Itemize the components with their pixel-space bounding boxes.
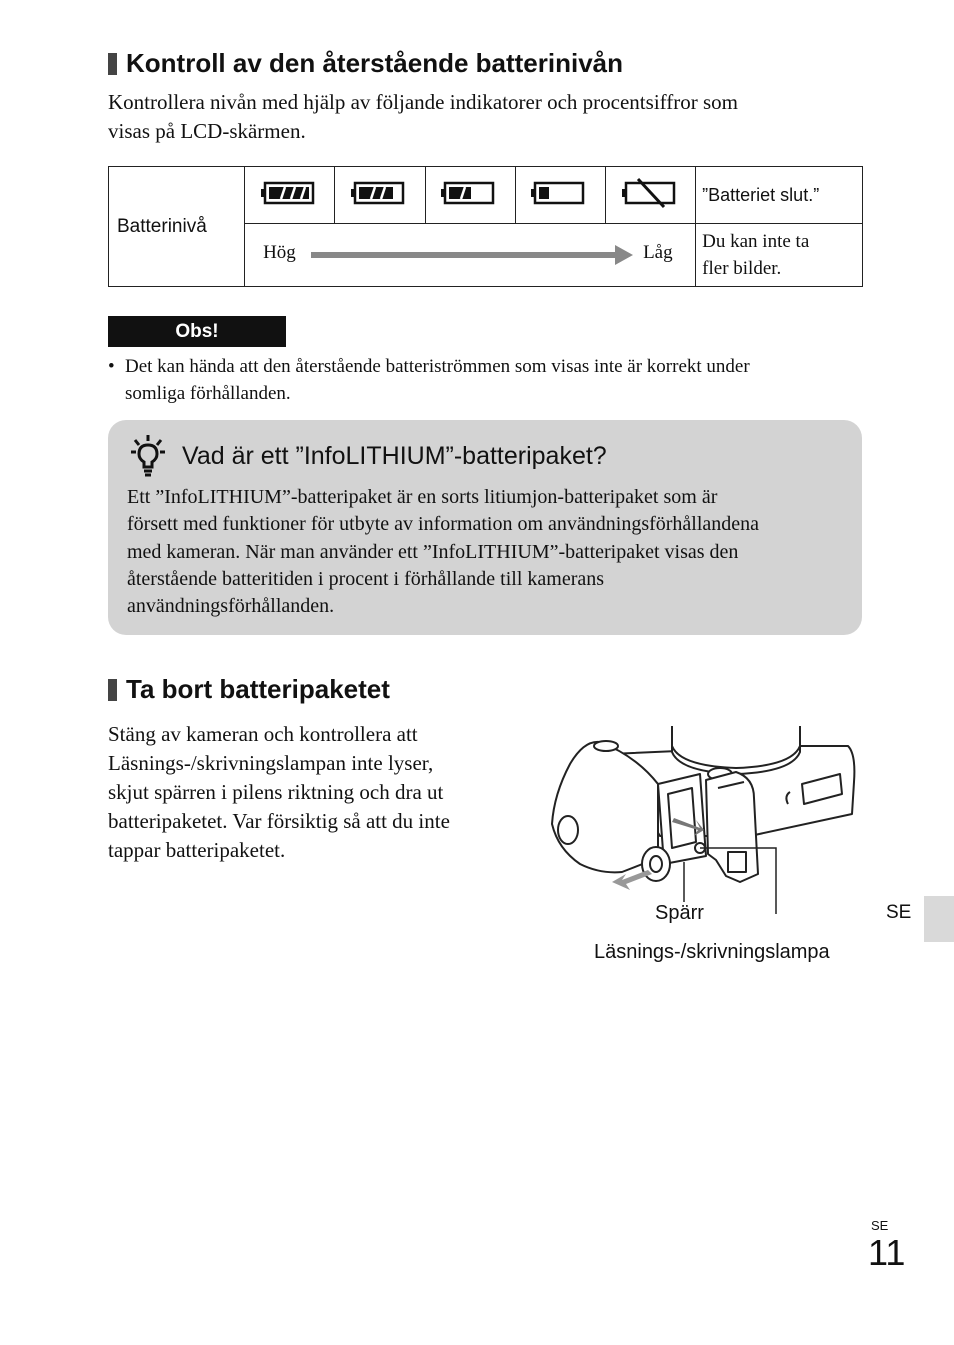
tip-title: Vad är ett ”InfoLITHIUM”-batteripaket? [182,442,607,470]
note-line: fler bilder. [702,258,782,279]
note-line: Det kan hända att den återstående batteriströmmen som visas inte är korrekt under [125,356,750,377]
battery-empty-note [696,224,863,287]
battery-mid-icon [441,179,499,207]
section-heading-text: Ta bort batteripaketet [126,674,390,704]
note-bullet: • [108,356,115,377]
side-tab [924,896,954,942]
section-heading-text: Kontroll av den återstående batterinivån [126,48,624,78]
camera-battery-illustration [540,724,870,914]
instruction-line: tappar batteripaketet. [108,838,286,862]
lock-label: Spärr [655,902,704,924]
tip-line: användningsförhållanden. [127,595,335,618]
battery-empty-icon [622,177,680,209]
tip-line: återstående batteritiden i procent i förhållande till kamerans [127,567,605,590]
heading-marker [108,679,117,701]
tip-line: försett med funktioner för utbyte av information om användningsförhållandena [127,513,760,536]
low-label: Låg [643,242,673,263]
tip-line: med kameran. När man använder ett ”InfoLITHIUM”-batteripaket visas den [127,540,739,563]
section-heading-remove-battery [108,674,390,705]
lamp-label: Läsnings-/skrivningslampa [594,941,830,963]
footer-lang: SE [871,1218,889,1233]
high-label: Hög [263,242,296,263]
battery-level-row-label: Batterinivå [109,167,245,287]
battery-cell [425,167,515,224]
level-arrow-icon [311,244,637,266]
battery-cell [335,167,425,224]
intro-line: Kontrollera nivån med hjälp av följande indikatorer och procentsiffror som [108,90,738,114]
intro-line: visas på LCD-skärmen. [108,119,306,143]
intro-paragraph [108,88,888,146]
note-line: somliga förhållanden. [125,383,291,404]
battery-cell [245,167,335,224]
battery-full-icon [261,179,319,207]
tip-line: Ett ”InfoLITHIUM”-batteripaket är en sorts litiumjon-batteripaket som är [127,486,718,508]
level-scale-cell [245,224,696,287]
remove-battery-instructions [108,720,528,865]
page-number: 11 [868,1232,906,1273]
tip-body [127,484,847,620]
section-heading-battery-level [108,48,623,79]
battery-high-icon [351,179,409,207]
note-line: Du kan inte ta [702,231,810,252]
lightbulb-icon [130,434,166,478]
instruction-line: Läsnings-/skrivningslampan inte lyser, [108,751,434,775]
battery-empty-label: ”Batteriet slut.” [696,167,863,224]
side-language-label: SE [886,902,912,923]
tip-box [108,420,862,635]
battery-cell [605,167,695,224]
battery-low-icon [531,179,589,207]
instruction-line: skjut spärren i pilens riktning och dra ut [108,780,444,804]
instruction-line: Stäng av kameran och kontrollera att [108,722,418,746]
heading-marker [108,53,117,75]
instruction-line: batteripaketet. Var försiktig så att du inte [108,809,450,833]
battery-level-table [108,166,863,287]
note-label: Obs! [108,316,286,347]
note-text [125,353,885,407]
battery-cell [515,167,605,224]
